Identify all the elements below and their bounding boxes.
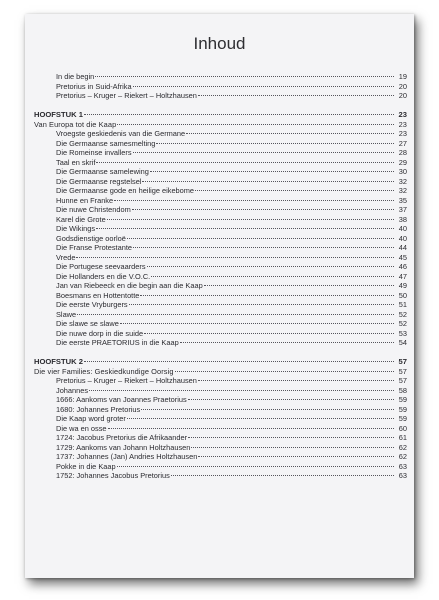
entry-page: 40	[398, 224, 407, 233]
toc-entry	[34, 319, 407, 329]
entry-page: 38	[398, 214, 407, 224]
dot-leader	[147, 266, 394, 267]
entry-label: Die Kaap word groter	[56, 414, 126, 423]
entry-label: Die Portugese seevaarders	[56, 262, 146, 271]
entry-page: 57	[398, 376, 407, 385]
toc-entry	[34, 386, 407, 396]
book-page	[25, 14, 414, 578]
entry-page: 63	[398, 471, 407, 480]
entry-page: 29	[398, 157, 407, 167]
toc-entry	[34, 414, 407, 424]
entry-page: 53	[398, 328, 407, 338]
entry-label: Godsdienstige oorloë	[56, 233, 126, 243]
dot-leader	[198, 95, 394, 96]
dot-leader	[95, 76, 394, 77]
toc-entry	[34, 243, 407, 253]
section-label: Van Europa tot die Kaap	[34, 119, 117, 129]
entry-page: 50	[398, 290, 407, 300]
dot-leader	[77, 314, 394, 315]
entry-page: 58	[398, 385, 407, 395]
entry-page: 54	[398, 338, 407, 347]
chapter-1-section	[34, 120, 407, 130]
entry-page: 52	[398, 309, 407, 319]
chapter-label: HOOFSTUK 2	[34, 356, 83, 366]
entry-page: 62	[398, 452, 407, 461]
toc-entry	[34, 443, 407, 453]
entry-label: Die Wikings	[56, 224, 96, 233]
entry-page: 32	[398, 186, 407, 195]
toc-entry	[34, 329, 407, 339]
entry-page: 46	[398, 262, 407, 271]
dot-leader	[96, 228, 394, 229]
entry-label: Vroegste geskiedenis van die Germane	[56, 129, 186, 138]
section-label: Die vier Families: Geskiedkundige Oorsig	[34, 366, 174, 376]
chapter-2-heading	[34, 356, 407, 367]
entry-label: Die Germaanse regstelsel	[56, 176, 142, 186]
toc-entry	[34, 395, 407, 405]
entry-label: Pretorius – Kruger – Riekert – Holtzhausen	[56, 91, 197, 100]
dot-leader	[180, 342, 394, 343]
toc-entry	[34, 91, 407, 101]
entry-label: 1737: Johannes (Jan) Andries Holtzhausen	[56, 452, 198, 461]
chapter-1-entries	[34, 129, 407, 348]
toc-entry	[34, 72, 407, 82]
entry-label: Die Romeinse invallers	[56, 148, 132, 157]
page-title: Inhoud	[193, 34, 246, 53]
entry-page: 47	[398, 271, 407, 281]
toc-entry	[34, 234, 407, 244]
toc-entry	[34, 82, 407, 92]
dot-leader	[108, 428, 394, 429]
entry-page: 45	[398, 252, 407, 262]
toc-entry	[34, 310, 407, 320]
entry-page: 51	[398, 300, 407, 309]
entry-page: 28	[398, 148, 407, 157]
entry-label: 1724: Jacobus Pretorius die Afrikaander	[56, 433, 188, 442]
toc-entry	[34, 262, 407, 272]
entry-page: 19	[398, 72, 407, 81]
dot-leader	[195, 190, 394, 191]
entry-label: Karel die Grote	[56, 214, 106, 224]
entry-label: Die nuwe Christendom	[56, 205, 131, 214]
toc-entry	[34, 300, 407, 310]
dot-leader	[120, 323, 394, 324]
entry-label: Die slawe se slawe	[56, 319, 119, 328]
entry-label: 1680: Johannes Pretorius	[56, 404, 141, 414]
chapter-2-entries	[34, 376, 407, 481]
intro-entries	[34, 72, 407, 101]
entry-page: 20	[398, 81, 407, 91]
dot-leader	[129, 304, 394, 305]
entry-page: 23	[398, 129, 407, 138]
entry-label: Die Hollanders en die V.O.C.	[56, 271, 151, 281]
entry-label: Taal en skrif	[56, 157, 96, 167]
dot-leader	[188, 399, 394, 400]
chapter-page: 23	[398, 109, 407, 119]
toc-entry	[34, 424, 407, 434]
dot-leader	[156, 143, 394, 144]
chapter-label: HOOFSTUK 1	[34, 109, 83, 119]
dot-leader	[186, 133, 394, 134]
entry-label: Die Germaanse gode en heilige eikebome	[56, 186, 195, 195]
toc-entry	[34, 205, 407, 215]
dot-leader	[132, 209, 394, 210]
dot-leader	[142, 181, 394, 182]
entry-page: 27	[398, 138, 407, 148]
dot-leader	[117, 124, 394, 125]
entry-label: Boesmans en Hottentotte	[56, 290, 140, 300]
entry-label: Hunne en Franke	[56, 195, 114, 205]
entry-label: Vrede	[56, 252, 76, 262]
toc-entry	[34, 338, 407, 348]
dot-leader	[171, 475, 394, 476]
toc-entry	[34, 224, 407, 234]
dot-leader	[89, 390, 394, 391]
dot-leader	[198, 380, 394, 381]
toc-entry	[34, 291, 407, 301]
entry-page: 60	[398, 423, 407, 433]
entry-label: 1752: Johannes Jacobus Pretorius	[56, 471, 170, 480]
dot-leader	[84, 361, 394, 362]
dot-leader	[107, 219, 394, 220]
chapter-1-heading	[34, 109, 407, 120]
dot-leader	[150, 171, 394, 172]
table-of-contents	[34, 72, 407, 481]
toc-entry	[34, 186, 407, 196]
dot-leader	[114, 200, 394, 201]
dot-leader	[188, 437, 394, 438]
entry-page: 52	[398, 319, 407, 328]
dot-leader	[127, 238, 394, 239]
dot-leader	[144, 333, 394, 334]
dot-leader	[76, 257, 394, 258]
entry-label: Jan van Riebeeck en die begin aan die Kaap	[56, 281, 203, 290]
dot-leader	[198, 456, 394, 457]
toc-entry	[34, 452, 407, 462]
toc-entry	[34, 139, 407, 149]
entry-page: 30	[398, 167, 407, 176]
chapter-page: 57	[398, 356, 407, 366]
toc-entry	[34, 376, 407, 386]
entry-label: Die wa en osse	[56, 423, 107, 433]
entry-page: 62	[398, 442, 407, 452]
toc-entry	[34, 405, 407, 415]
entry-page: 44	[398, 243, 407, 252]
toc-entry	[34, 177, 407, 187]
dot-leader	[84, 114, 394, 115]
dot-leader	[175, 371, 394, 372]
dot-leader	[96, 162, 394, 163]
chapter-2-section	[34, 367, 407, 377]
entry-page: 20	[398, 91, 407, 100]
toc-entry	[34, 148, 407, 158]
entry-label: Pretorius in Suid-Afrika	[56, 81, 132, 91]
entry-page: 32	[398, 176, 407, 186]
toc-entry	[34, 253, 407, 263]
dot-leader	[133, 86, 394, 87]
entry-label: Die eerste PRAETORIUS in die Kaap	[56, 338, 179, 347]
dot-leader	[141, 409, 394, 410]
toc-entry	[34, 167, 407, 177]
entry-label: Die Germaanse samesmelting	[56, 138, 156, 148]
entry-label: 1666: Aankoms van Joannes Praetorius	[56, 395, 187, 404]
section-page: 57	[398, 366, 407, 376]
entry-page: 61	[398, 433, 407, 442]
entry-label: Johannes	[56, 385, 89, 395]
dot-leader	[117, 466, 394, 467]
entry-label: Die nuwe dorp in die suide	[56, 328, 144, 338]
dot-leader	[133, 152, 394, 153]
entry-page: 35	[398, 195, 407, 205]
entry-page: 59	[398, 404, 407, 414]
spacer	[34, 101, 407, 107]
section-page: 23	[398, 119, 407, 129]
entry-label: In die begin	[56, 72, 95, 81]
spacer	[34, 348, 407, 354]
entry-page: 49	[398, 281, 407, 290]
toc-entry	[34, 272, 407, 282]
entry-page: 63	[398, 461, 407, 471]
entry-label: Pokke in die Kaap	[56, 461, 116, 471]
entry-label: Die Franse Protestante	[56, 243, 132, 252]
dot-leader	[140, 295, 394, 296]
dot-leader	[151, 276, 394, 277]
entry-label: Die Germaanse samelewing	[56, 167, 149, 176]
entry-label: Die eerste Vryburgers	[56, 300, 128, 309]
toc-entry	[34, 158, 407, 168]
entry-page: 59	[398, 414, 407, 423]
dot-leader	[133, 247, 394, 248]
toc-entry	[34, 215, 407, 225]
entry-label: Slawe	[56, 309, 77, 319]
entry-page: 40	[398, 233, 407, 243]
entry-label: 1729: Aankoms van Johann Holtzhausen	[56, 442, 191, 452]
entry-label: Pretorius – Kruger – Riekert – Holtzhausen	[56, 376, 197, 385]
toc-entry	[34, 471, 407, 481]
toc-entry	[34, 433, 407, 443]
toc-entry	[34, 129, 407, 139]
entry-page: 59	[398, 395, 407, 404]
toc-entry	[34, 281, 407, 291]
dot-leader	[191, 447, 394, 448]
dot-leader	[204, 285, 394, 286]
toc-entry	[34, 196, 407, 206]
dot-leader	[127, 418, 394, 419]
toc-entry	[34, 462, 407, 472]
entry-page: 37	[398, 205, 407, 214]
